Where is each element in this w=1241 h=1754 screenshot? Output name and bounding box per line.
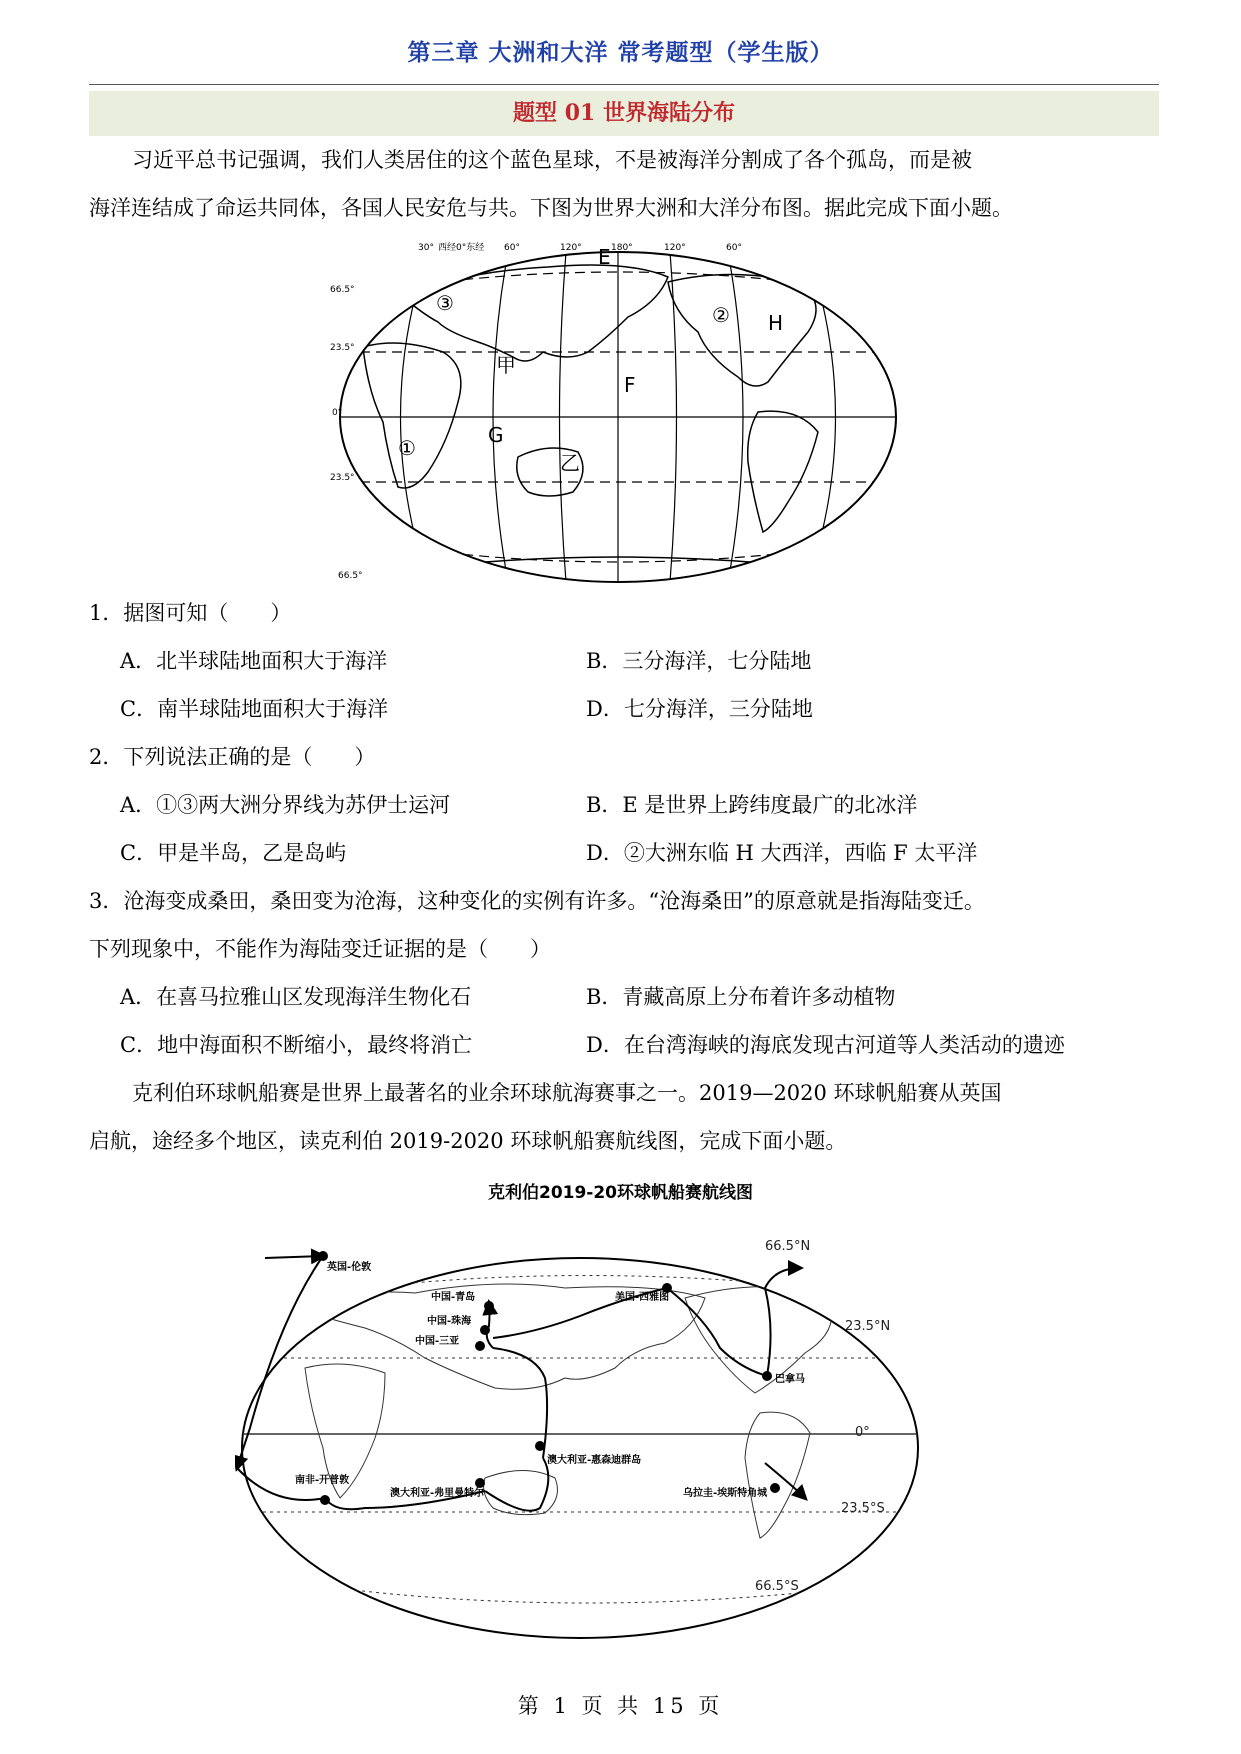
document-header-title: 第三章 大洲和大洋 常考题型（学生版） (407, 39, 834, 66)
map2-lat-label: 66.5°S (755, 1579, 799, 1594)
intro-paragraph-1-line-1: 习近平总书记强调，我们人类居住的这个蓝色星球，不是被海洋分割成了各个孤岛，而是被 (132, 148, 972, 172)
q3-option-a: A．在喜马拉雅山区发现海洋生物化石 (120, 985, 472, 1009)
map1-marker-jia: 甲 (496, 353, 516, 377)
question-3-stem-line-2: 下列现象中，不能作为海陆变迁证据的是（ ） (89, 937, 551, 961)
question-1-stem: 1．据图可知（ ） (89, 601, 292, 625)
q1-option-b: B．三分海洋，七分陆地 (586, 649, 812, 673)
port-label-seattle: 美国-西雅图 (615, 1292, 670, 1303)
map2-lat-label: 23.5°N (845, 1319, 891, 1334)
intro-paragraph-2-line-1: 克利伯环球帆船赛是世界上最著名的业余环球航海赛事之一。2019—2020 环球帆船赛从英国 (132, 1081, 1002, 1105)
port-label-fremantle: 澳大利亚-弗里曼特尔 (390, 1488, 485, 1499)
map2-lat-label: 66.5°N (765, 1239, 811, 1254)
map1-lat-label: 66.5° (338, 571, 363, 581)
section-title: 题型 01 世界海陆分布 (89, 91, 1159, 136)
map1-lon-label: 60° (726, 243, 742, 253)
map1-lon-label: 30° (418, 243, 434, 253)
map1-lat-label: 66.5° (330, 285, 355, 295)
port-label-punta-del-este: 乌拉圭-埃斯特角城 (683, 1488, 768, 1499)
map1-lon-label: 120° (664, 243, 686, 253)
port-label-sanya: 中国-三亚 (415, 1336, 460, 1347)
q3-option-c: C．地中海面积不断缩小，最终将消亡 (120, 1033, 473, 1057)
intro-paragraph-1-line-2: 海洋连结成了命运共同体，各国人民安危与共。下图为世界大洲和大洋分布图。据此完成下面小题。 (89, 196, 1013, 220)
map1-marker-1: ① (398, 436, 416, 460)
map1-lat-label: 23.5° (330, 343, 355, 353)
q3-option-d: D．在台湾海峡的海底发现古河道等人类活动的遗迹 (586, 1033, 1065, 1057)
map1-lon-label: 120° (560, 243, 582, 253)
clipper-race-route-map (235, 1178, 971, 1640)
port-label-cape-town: 南非-开普敦 (295, 1475, 350, 1486)
map1-lat-label: 23.5° (330, 473, 355, 483)
map2-lat-label: 0° (855, 1425, 870, 1440)
map1-marker-G: G (488, 423, 504, 447)
port-label-london: 英国-伦敦 (327, 1262, 372, 1273)
port-label-zhuhai: 中国-珠海 (427, 1316, 472, 1327)
port-label-whitsundays: 澳大利亚-惠森迪群岛 (547, 1455, 642, 1466)
page-number: 第 1 页 共 15 页 (517, 1694, 724, 1718)
q2-option-d: D．②大洲东临 H 大西洋，西临 F 太平洋 (586, 841, 978, 865)
q2-option-a: A．①③两大洲分界线为苏伊士运河 (120, 793, 451, 817)
map1-lon-label: 180° (611, 243, 633, 253)
q1-option-a: A．北半球陆地面积大于海洋 (120, 649, 388, 673)
map1-lat-label: 0° (332, 408, 343, 418)
intro-paragraph-2-line-2: 启航，途经多个地区，读克利伯 2019-2020 环球帆船赛航线图，完成下面小题。 (89, 1129, 847, 1153)
route-map-title: 克利伯2019-20环球帆船赛航线图 (487, 1183, 754, 1203)
map1-lon-label: 60° (504, 243, 520, 253)
question-3-stem-line-1: 3．沧海变成桑田，桑田变为沧海，这种变化的实例有许多。“沧海桑田”的原意就是指海陆变迁。 (89, 889, 985, 913)
q3-option-b: B．青藏高原上分布着许多动植物 (586, 985, 896, 1009)
map1-lon-label: 西经0°东经 (438, 243, 485, 253)
question-2-stem: 2．下列说法正确的是（ ） (89, 745, 376, 769)
header-divider (89, 84, 1159, 85)
map1-marker-3: ③ (436, 291, 454, 315)
q1-option-d: D．七分海洋，三分陆地 (586, 697, 813, 721)
world-continents-map (328, 242, 908, 590)
q1-option-c: C．南半球陆地面积大于海洋 (120, 697, 389, 721)
map1-marker-yi: 乙 (560, 451, 580, 475)
port-label-qingdao: 中国-青岛 (431, 1292, 476, 1303)
map1-marker-2: ② (712, 303, 730, 327)
map1-marker-H: H (768, 311, 784, 335)
port-label-panama: 巴拿马 (775, 1374, 805, 1385)
map1-marker-E: E (598, 245, 611, 269)
q2-option-b: B．E 是世界上跨纬度最广的北冰洋 (586, 793, 918, 817)
map1-marker-F: F (624, 373, 636, 397)
q2-option-c: C．甲是半岛，乙是岛屿 (120, 841, 347, 865)
map2-lat-label: 23.5°S (841, 1501, 885, 1516)
